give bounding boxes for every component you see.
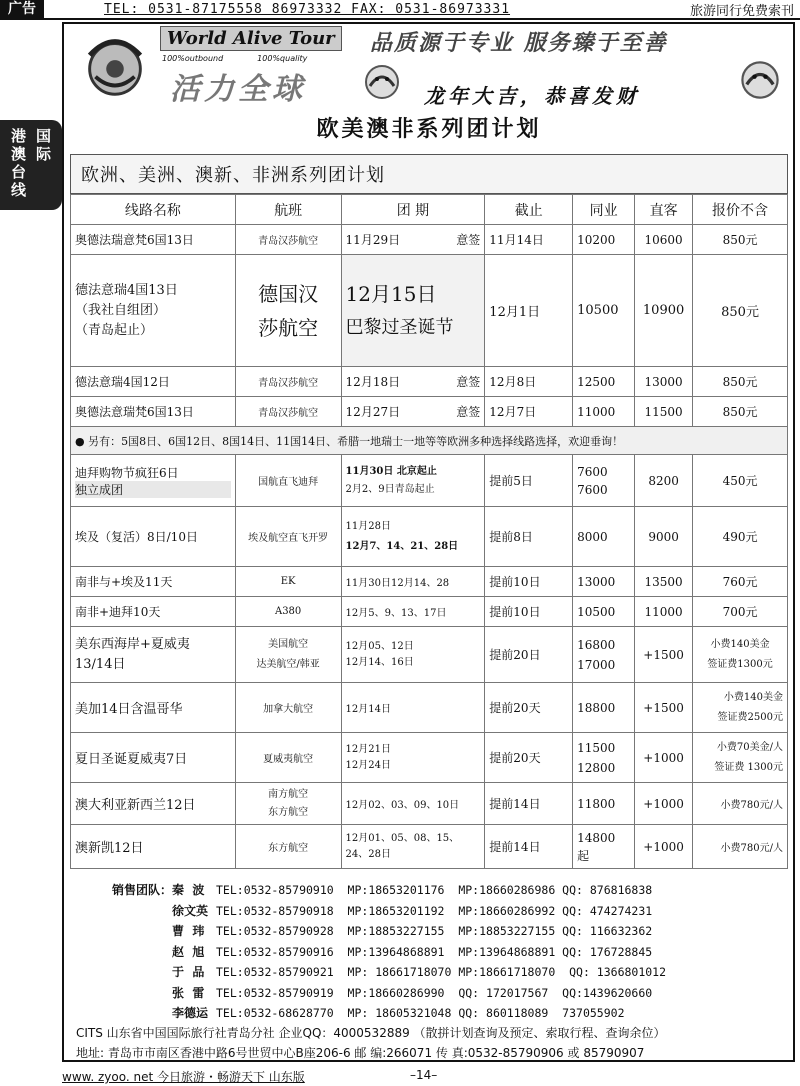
route-line: 独立成团	[75, 481, 231, 498]
direct-price-cell: 13500	[635, 567, 693, 597]
flight-line: 东方航空	[268, 806, 309, 818]
flight-cell: 国航直飞迪拜	[235, 455, 341, 507]
contact-numbers: TEL: 0531-87175558 86973332 FAX: 0531-86973331	[104, 1, 511, 17]
trade-line: 11500	[577, 740, 616, 755]
date-line: 24、28日	[345, 848, 391, 860]
route-cell	[71, 255, 236, 367]
side-tab-col-2: 国际	[34, 128, 52, 164]
route-cell: 埃及（复活）8日/10日	[71, 507, 236, 567]
sales-name: 于 品	[172, 965, 205, 979]
table-row	[71, 255, 788, 367]
sales-label: 销售团队：	[111, 883, 172, 897]
sales-row	[76, 942, 790, 963]
dragon-icon	[362, 62, 402, 102]
sales-contact: TEL:0532-85790916 MP:13964868891 MP:13964868891 QQ: 176728845	[216, 944, 653, 959]
route-cell: 南非与+埃及11天	[71, 567, 236, 597]
side-category-tab	[0, 120, 62, 210]
flight-cell: 青岛汉莎航空	[235, 397, 341, 427]
brand-tagline	[162, 54, 307, 63]
extra-cost-cell	[693, 733, 788, 783]
direct-price-cell: 10900	[635, 255, 693, 367]
flight-cell	[235, 627, 341, 683]
visa: 意签	[456, 233, 481, 247]
cost-line: 签证费 1300元	[714, 761, 783, 773]
date: 11月29日	[345, 233, 401, 247]
deadline-cell: 提前20天	[485, 683, 573, 733]
col-header: 报价不含	[693, 195, 788, 225]
date-cell: 12月02、03、09、10日	[341, 783, 485, 825]
other-routes-note: ● 另有：5国8日、6国12日、8国14日、11国14日、希腊一地瑞士一地等等欧洲多种选择线路选择，欢迎垂询！	[71, 427, 788, 455]
slogan: 品质源于专业 服务臻于至善	[370, 31, 668, 56]
date-line: 11月30日 北京起止	[345, 465, 437, 477]
flight-cell: EK	[235, 567, 341, 597]
direct-price-cell: +1500	[635, 627, 693, 683]
flight-cell: 青岛汉莎航空	[235, 225, 341, 255]
route-cell: 夏日圣诞夏威夷7日	[71, 733, 236, 783]
date-cell	[341, 367, 485, 397]
flight-cell: 加拿大航空	[235, 683, 341, 733]
direct-price-cell: 11000	[635, 597, 693, 627]
date-line: 巴黎过圣诞节	[345, 316, 454, 338]
route-cell	[71, 455, 236, 507]
sales-contact: TEL:0532-68628770 MP: 18605321048 QQ: 860118089 737055902	[216, 1006, 625, 1020]
date-cell	[341, 507, 485, 567]
trade-price-cell: 10200	[573, 225, 635, 255]
table-row	[71, 825, 788, 869]
date: 12月18日	[345, 375, 401, 389]
route-line: 13/14日	[75, 656, 126, 672]
table-row	[71, 733, 788, 783]
dragon-icon	[738, 58, 782, 102]
flight-cell: 东方航空	[235, 825, 341, 869]
direct-price-cell: +1000	[635, 733, 693, 783]
agency-header	[70, 24, 790, 108]
trade-line: 7600	[577, 464, 608, 479]
sales-name: 曹 玮	[172, 924, 205, 938]
table-row	[71, 507, 788, 567]
cost-line: 小费140美金	[723, 691, 783, 703]
extra-cost-cell	[693, 683, 788, 733]
table-row	[71, 455, 788, 507]
extra-cost-cell: 850元	[693, 255, 788, 367]
direct-price-cell: 10600	[635, 225, 693, 255]
sales-contact: TEL:0532-85790928 MP:18853227155 MP:18853227155 QQ: 116632362	[216, 924, 653, 938]
extra-cost-cell: 760元	[693, 567, 788, 597]
route-line: 美东西海岸+夏威夷	[75, 636, 190, 652]
trade-line: 12800	[577, 760, 616, 775]
route-cell: 澳新凯12日	[71, 825, 236, 869]
trade-price-cell: 12500	[573, 367, 635, 397]
date-cell: 12月14日	[341, 683, 485, 733]
company-qq-line: CITS 山东省中国国际旅行社青岛分社 企业QQ：4000532889 （散拼计划查询及预定、索取行程、查询余位）	[76, 1026, 666, 1040]
route-cell: 南非+迪拜10天	[71, 597, 236, 627]
direct-price-cell: +1000	[635, 783, 693, 825]
sales-name: 赵 旭	[172, 944, 205, 959]
col-header: 截止	[485, 195, 573, 225]
date-cell: 12月5、9、13、17日	[341, 597, 485, 627]
table-row	[71, 367, 788, 397]
date-cell	[341, 225, 485, 255]
cost-line: 小费70美金/人	[716, 741, 783, 753]
deadline-cell: 提前20天	[485, 733, 573, 783]
sales-row	[76, 1003, 790, 1024]
date-cell	[341, 455, 485, 507]
swirl-logo-icon	[76, 26, 154, 104]
page-title: 欧美澳非系列团计划	[316, 117, 542, 142]
flight-cell: A380	[235, 597, 341, 627]
extra-cost-cell: 小费780元/人	[693, 783, 788, 825]
extra-cost-cell: 450元	[693, 455, 788, 507]
date-cell	[341, 255, 485, 367]
date-line: 12月15日	[345, 281, 437, 306]
route-cell: 德法意瑞4国12日	[71, 367, 236, 397]
trade-price-cell: 8000	[573, 507, 635, 567]
trade-price-cell: 10500	[573, 597, 635, 627]
footer-site: www. zyoo. net 今日旅游・畅游天下 山东版	[62, 1070, 305, 1084]
route-cell: 奥德法意瑞梵6国13日	[71, 397, 236, 427]
free-copy-note: 旅游同行免费索刊	[689, 3, 794, 19]
section-subtitle: 欧洲、美洲、澳新、非洲系列团计划	[70, 154, 788, 194]
date-line: 12月24日	[345, 759, 391, 771]
trade-price-cell: 11000	[573, 397, 635, 427]
deadline-cell: 提前5日	[485, 455, 573, 507]
trade-line: 17000	[577, 657, 616, 672]
note-row	[71, 427, 788, 455]
route-line: （青岛起止）	[75, 322, 154, 338]
page-footer	[0, 1066, 800, 1086]
sales-contact: TEL:0532-85790921 MP: 18661718070 MP:18661718070 QQ: 1366801012	[216, 965, 667, 979]
flight-cell: 青岛汉莎航空	[235, 367, 341, 397]
date: 12月27日	[345, 405, 401, 419]
brand-sub-1: 100%outbound	[162, 54, 224, 63]
flight-line: 德国汉	[258, 281, 319, 306]
flight-line: 莎航空	[258, 315, 319, 340]
extra-cost-cell: 490元	[693, 507, 788, 567]
brand-english: World Alive Tour	[160, 26, 342, 51]
cost-line: 签证费1300元	[707, 658, 773, 670]
new-year-greeting: 龙年大吉，恭喜发财	[424, 84, 640, 108]
cost-line: 签证费2500元	[717, 711, 783, 723]
route-line: 迪拜购物节疯狂6日	[75, 465, 179, 480]
route-cell: 奥德法瑞意梵6国13日	[71, 225, 236, 255]
date-cell: 11月30日12月14、28	[341, 567, 485, 597]
tour-schedule-table	[70, 194, 788, 869]
col-header: 线路名称	[71, 195, 236, 225]
trade-line: 起	[577, 848, 590, 863]
direct-price-cell: 9000	[635, 507, 693, 567]
direct-price-cell: +1500	[635, 683, 693, 733]
sales-row	[76, 901, 790, 922]
table-row	[71, 225, 788, 255]
route-cell: 美加14日含温哥华	[71, 683, 236, 733]
date-line: 12月21日	[345, 743, 391, 755]
flight-line: 南方航空	[268, 788, 309, 800]
brand-chinese: 活力全球	[170, 72, 306, 107]
visa: 意签	[456, 405, 481, 419]
table-row	[71, 597, 788, 627]
route-line: 德法意瑞4国13日	[75, 282, 178, 298]
col-header: 航班	[235, 195, 341, 225]
sales-row	[76, 983, 790, 1004]
table-row	[71, 627, 788, 683]
deadline-cell: 提前14日	[485, 783, 573, 825]
deadline-cell: 11月14日	[485, 225, 573, 255]
table-row	[71, 397, 788, 427]
side-tab-col-1: 港澳台线	[9, 128, 27, 200]
route-cell	[71, 627, 236, 683]
direct-price-cell: 8200	[635, 455, 693, 507]
date-line: 12月14、16日	[345, 656, 414, 668]
col-header: 同业	[573, 195, 635, 225]
trade-price-cell: 13000	[573, 567, 635, 597]
table-row	[71, 567, 788, 597]
deadline-cell: 提前14日	[485, 825, 573, 869]
deadline-cell: 12月7日	[485, 397, 573, 427]
trade-price-cell	[573, 455, 635, 507]
trade-price-cell: 10500	[573, 255, 635, 367]
extra-cost-cell: 700元	[693, 597, 788, 627]
ad-label: 广告	[0, 0, 44, 19]
date-line: 12月05、12日	[345, 640, 414, 652]
sales-contact: TEL:0532-85790910 MP:18653201176 MP:18660286986 QQ: 876816838	[216, 883, 653, 897]
extra-cost-cell: 850元	[693, 225, 788, 255]
flight-cell	[235, 783, 341, 825]
flight-line: 达美航空/韩亚	[256, 658, 320, 670]
deadline-cell: 12月8日	[485, 367, 573, 397]
date-cell	[341, 627, 485, 683]
extra-cost-cell: 850元	[693, 367, 788, 397]
direct-price-cell: 11500	[635, 397, 693, 427]
trade-line: 16800	[577, 637, 616, 652]
sales-team	[76, 880, 790, 1024]
trade-price-cell	[573, 733, 635, 783]
trade-line: 7600	[577, 482, 608, 497]
sales-row	[76, 880, 790, 901]
route-line: （我社自组团）	[75, 302, 167, 318]
page-number: –14–	[410, 1068, 438, 1082]
trade-price-cell	[573, 825, 635, 869]
visa: 意签	[456, 375, 481, 389]
sales-row	[76, 962, 790, 983]
trade-price-cell: 11800	[573, 783, 635, 825]
sales-name: 徐文英	[172, 903, 209, 918]
direct-price-cell: +1000	[635, 825, 693, 869]
brand-sub-2: 100%quality	[257, 54, 308, 63]
date-line: 11月28日	[345, 520, 391, 532]
trade-price-cell: 18800	[573, 683, 635, 733]
date-line: 2月2、9日青岛起止	[345, 483, 435, 495]
company-address: 地址: 青岛市市南区香港中路6号世贸中心B座206-6 邮 编:266071 传 真:0532-85790906 或 85790907	[76, 1046, 645, 1060]
top-bar	[0, 0, 800, 20]
extra-cost-cell: 小费780元/人	[693, 825, 788, 869]
sales-name: 秦 波	[172, 883, 205, 897]
date-line: 12月7、14、21、28日	[345, 540, 459, 552]
flight-cell: 埃及航空直飞开罗	[235, 507, 341, 567]
table-row	[71, 783, 788, 825]
sales-contact: TEL:0532-85790919 MP:18660286990 QQ: 172017567 QQ:1439620660	[216, 985, 653, 1000]
date-line: 12月01、05、08、15、	[345, 832, 460, 844]
extra-cost-cell	[693, 627, 788, 683]
date-cell	[341, 397, 485, 427]
deadline-cell: 提前8日	[485, 507, 573, 567]
table-row	[71, 683, 788, 733]
sales-name: 张 雷	[172, 985, 205, 1000]
date-cell	[341, 733, 485, 783]
sales-contact: TEL:0532-85790918 MP:18653201192 MP:18660286992 QQ: 474274231	[216, 903, 653, 918]
flight-cell	[235, 255, 341, 367]
deadline-cell: 提前20日	[485, 627, 573, 683]
date-cell	[341, 825, 485, 869]
trade-line: 14800	[577, 830, 616, 845]
sales-row	[76, 921, 790, 942]
extra-cost-cell: 850元	[693, 397, 788, 427]
flight-line: 美国航空	[268, 638, 309, 650]
table-header-row	[71, 195, 788, 225]
deadline-cell: 提前10日	[485, 567, 573, 597]
direct-price-cell: 13000	[635, 367, 693, 397]
col-header: 直客	[635, 195, 693, 225]
flight-cell: 夏威夷航空	[235, 733, 341, 783]
route-cell: 澳大利亚新西兰12日	[71, 783, 236, 825]
cost-line: 小费140美金	[710, 638, 770, 650]
trade-price-cell	[573, 627, 635, 683]
sales-name: 李德运	[172, 1006, 209, 1020]
col-header: 团 期	[341, 195, 485, 225]
deadline-cell: 提前10日	[485, 597, 573, 627]
deadline-cell: 12月1日	[485, 255, 573, 367]
